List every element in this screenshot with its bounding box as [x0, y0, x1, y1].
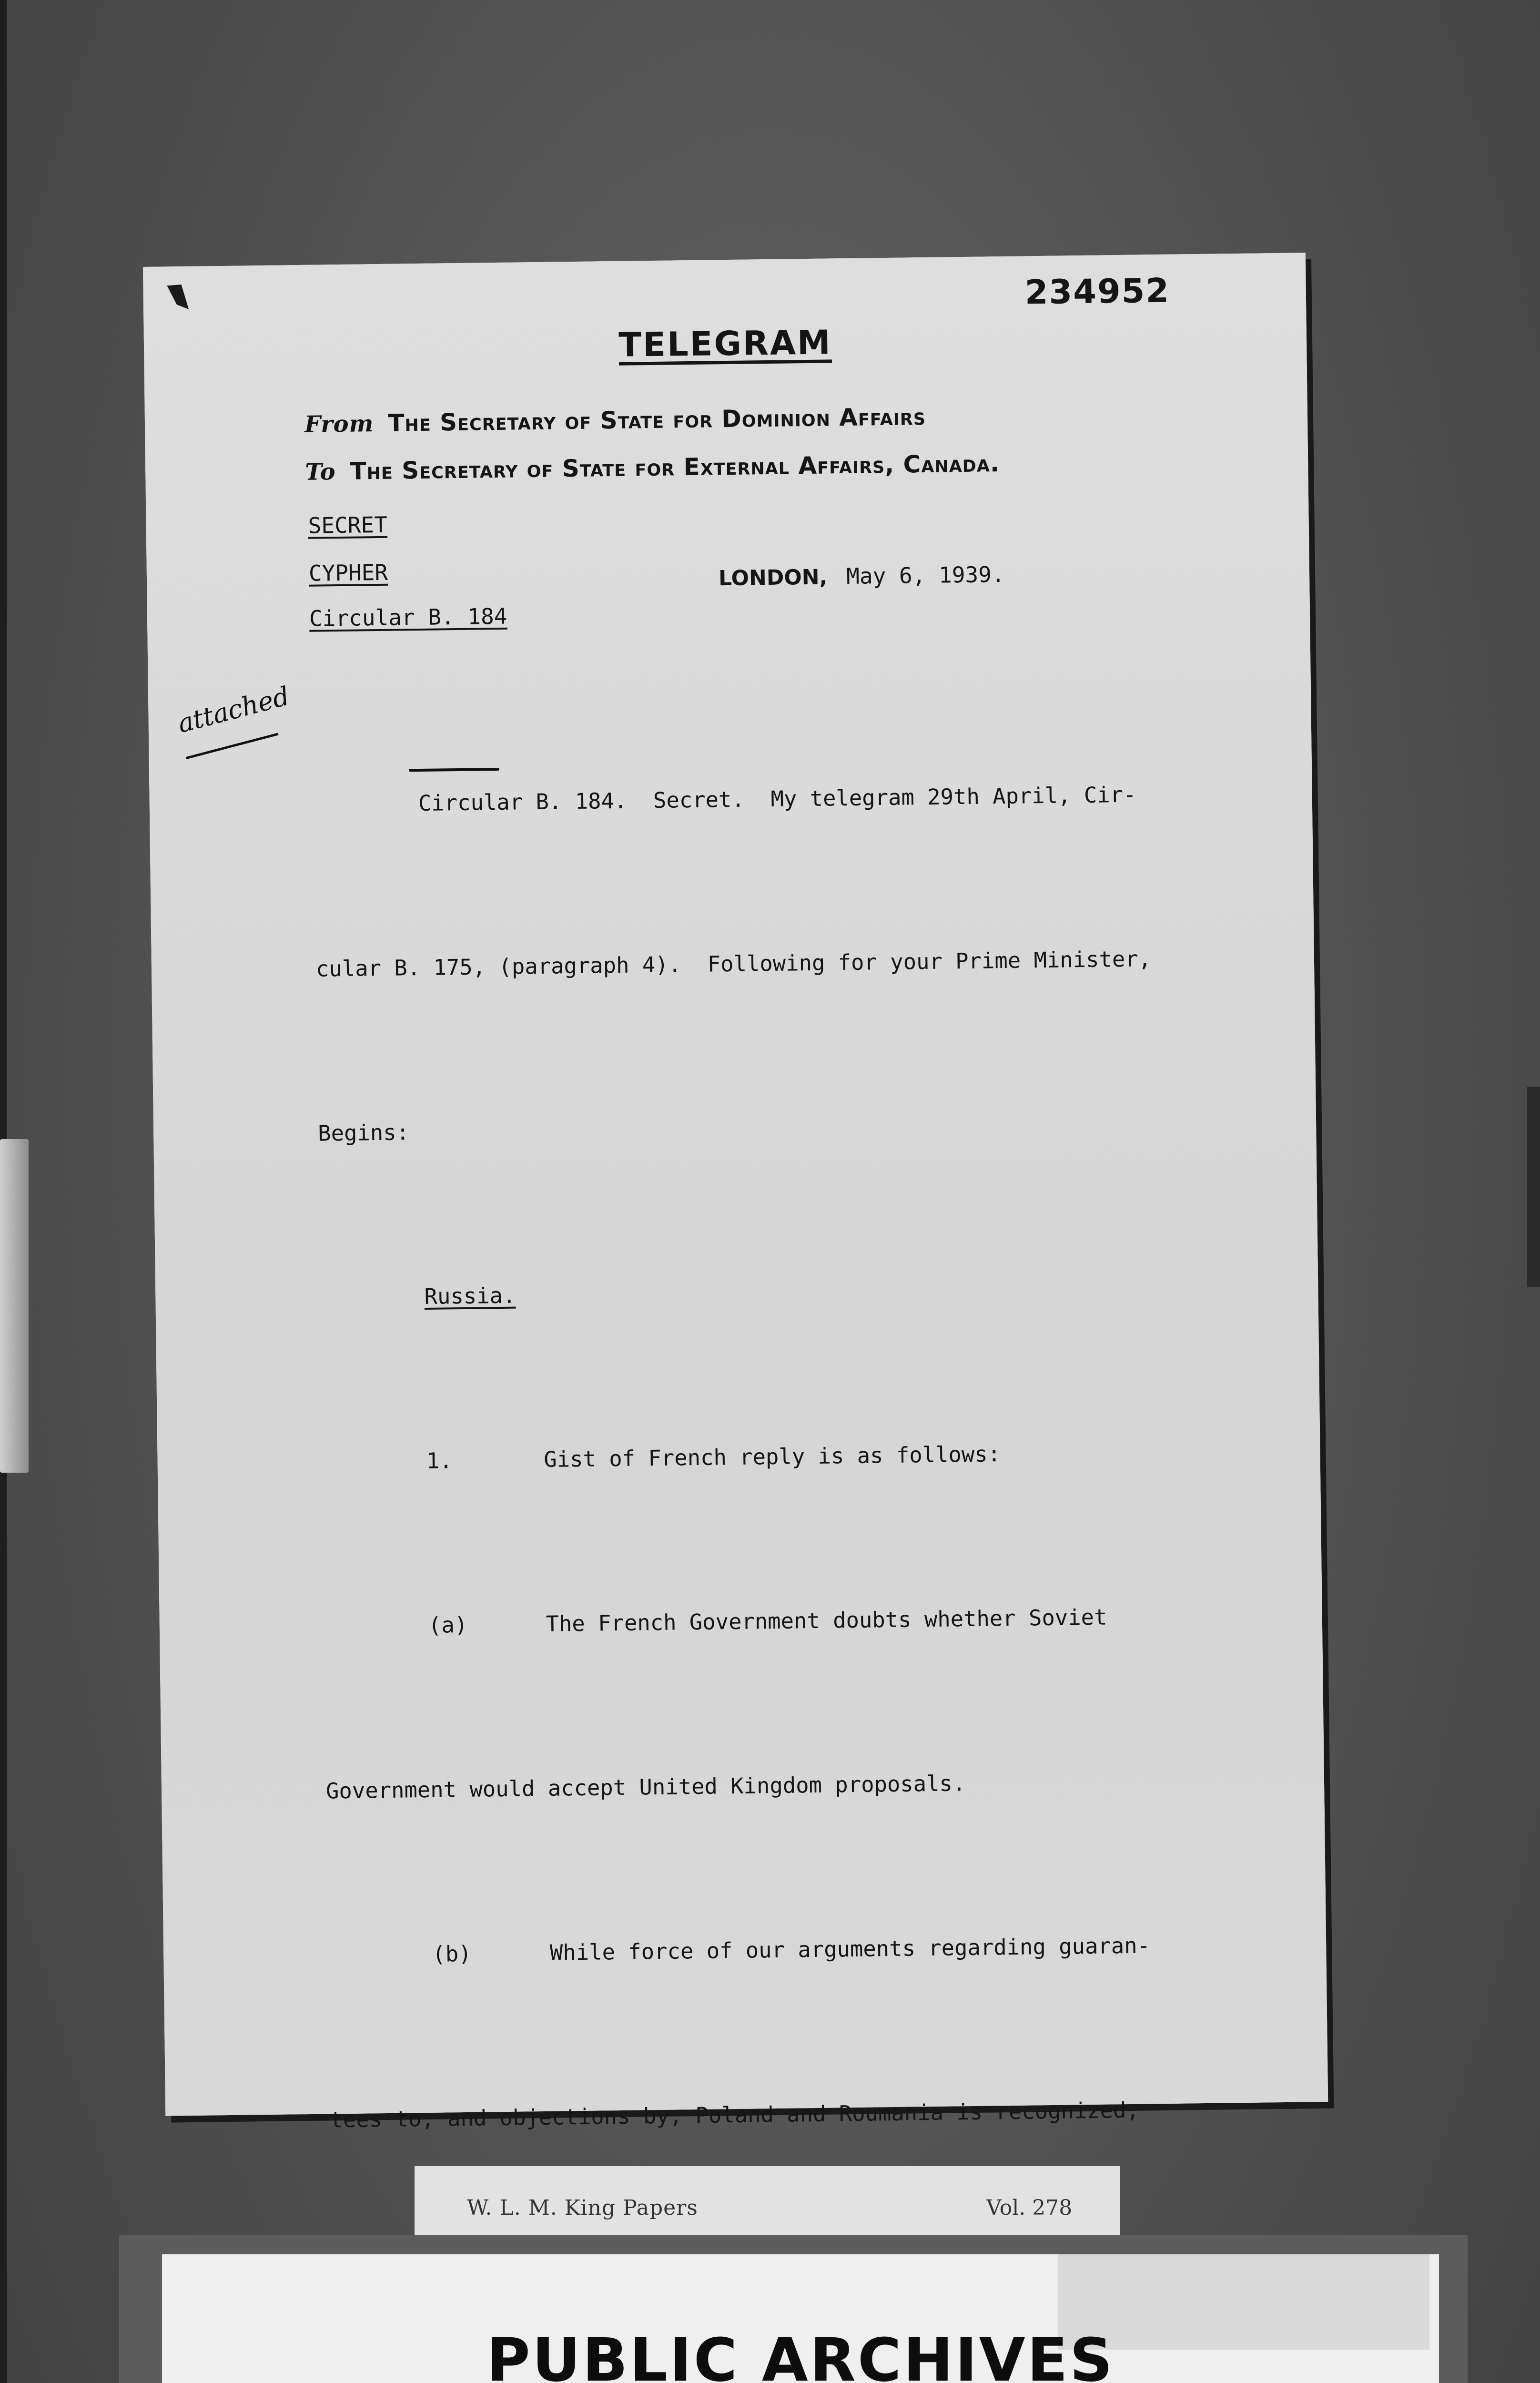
binder-clip: [0, 1139, 29, 1473]
sender-text: The Secretary of State for Dominion Affairs: [388, 402, 926, 437]
body-line: Government would accept United Kingdom proposals.: [325, 1771, 966, 1804]
body-line: (a) The French Government doubts whether Soviet: [324, 1604, 1107, 1640]
telegram-sheet: [143, 253, 1328, 2133]
sender-line: [304, 403, 926, 438]
document-title: TELEGRAM: [618, 323, 832, 365]
handwritten-margin-note: attached: [174, 681, 293, 739]
body-line-heading: [320, 1259, 1226, 1325]
transmission-method: CYPHER: [308, 559, 388, 586]
to-label: To: [304, 458, 336, 486]
collection-name: W. L. M. King Papers: [467, 2196, 698, 2220]
circular-reference: Circular B. 184: [309, 603, 507, 631]
body-line: 1. Gist of French reply is as follows:: [322, 1441, 1001, 1475]
classification: SECRET: [308, 511, 388, 539]
recipient-line: [305, 449, 1000, 486]
recipient-text: The Secretary of State for External Affairs, Canada.: [350, 449, 1000, 485]
document-ref-number: 234952: [1024, 271, 1170, 312]
heading-underlined: Russia.: [424, 1283, 516, 1309]
body-line: cular B. 175, (paragraph 4). Following for your Prime Minister,: [315, 946, 1152, 982]
body-line: tees to, and objections by, Poland and Roumania is recognized,: [330, 2097, 1140, 2133]
margin-note-underline: [186, 733, 279, 759]
body-line: Circular B. 184. Secret. My telegram 29th April, Cir-: [314, 782, 1136, 817]
body-line: (b) While force of our arguments regarding guaran-: [327, 1933, 1151, 1968]
volume-number: Vol. 278: [986, 2196, 1073, 2220]
dateline-city: LONDON,: [718, 565, 828, 591]
telegram-body: [312, 657, 1275, 2383]
from-label: From: [304, 410, 374, 438]
film-edge-right: [1527, 1087, 1540, 1287]
torn-corner-icon: [162, 280, 220, 324]
archive-stamp-line-english: PUBLIC ARCHIVES: [486, 2326, 1114, 2383]
dateline: [719, 561, 1005, 591]
dateline-date: May 6, 1939.: [846, 561, 1005, 590]
body-line: Begins:: [317, 1120, 410, 1146]
